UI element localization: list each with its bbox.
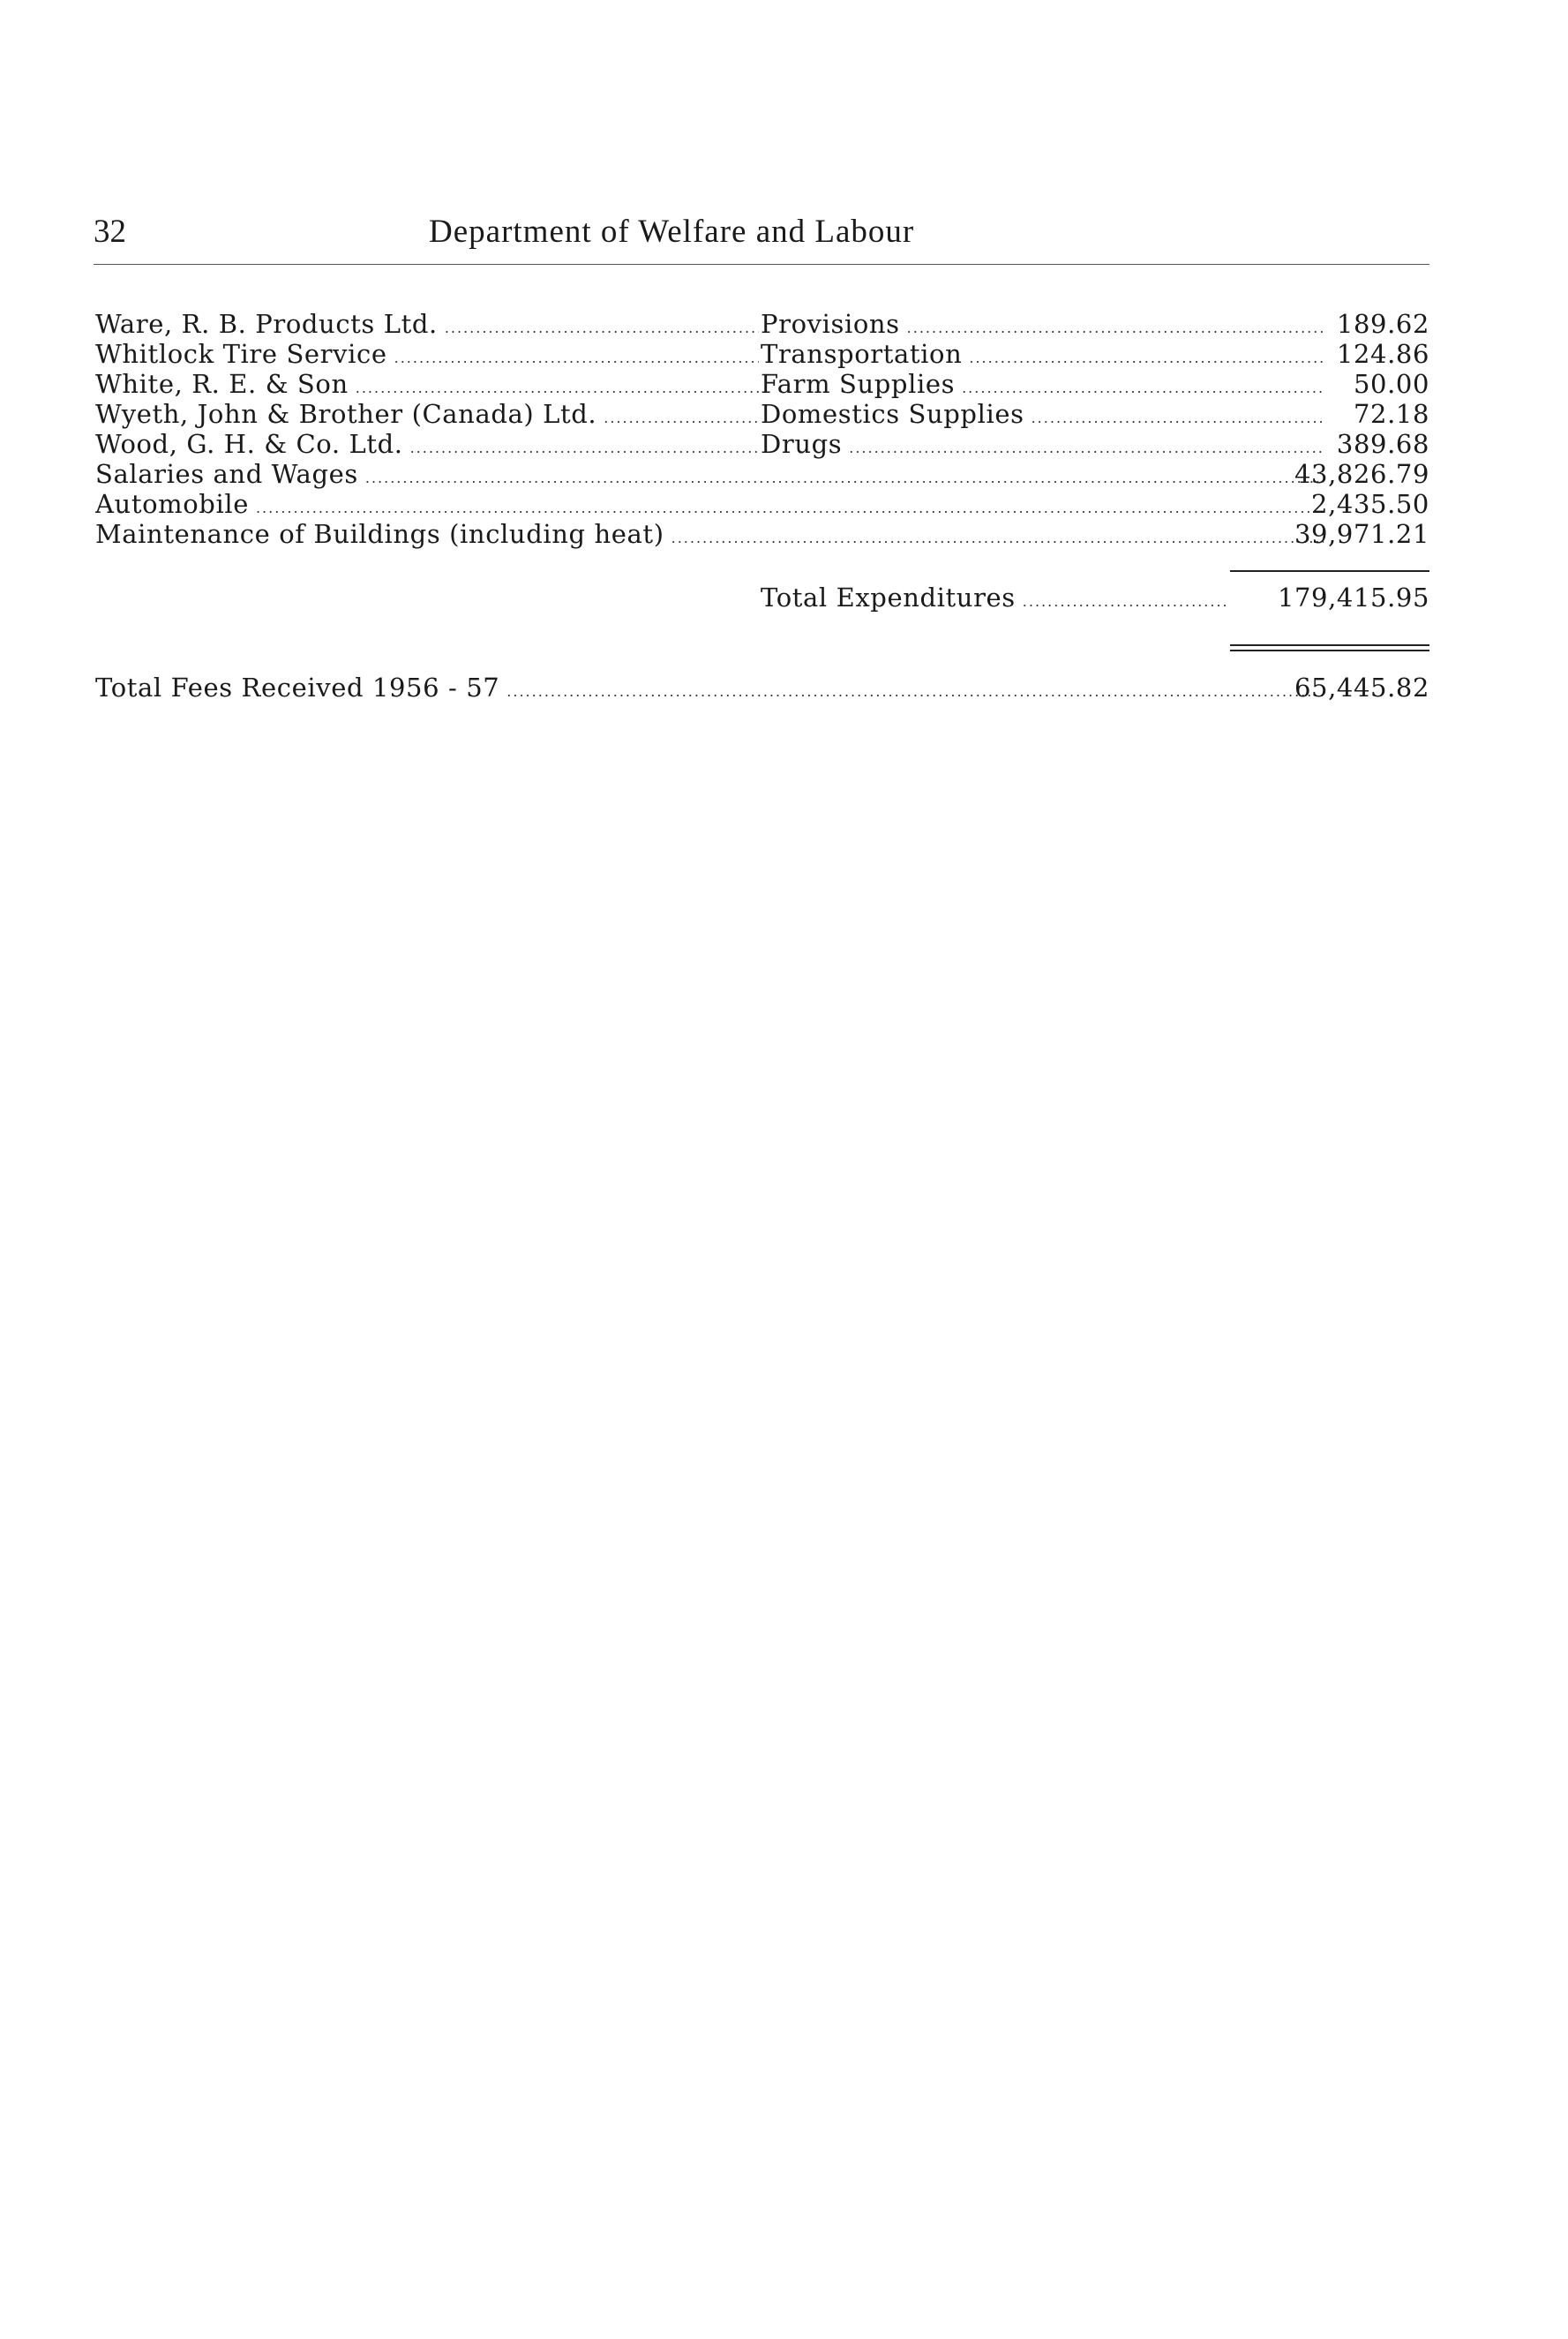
total-fees-row bbox=[95, 673, 1429, 703]
expense-category: Transportation bbox=[761, 339, 963, 369]
table-row bbox=[95, 459, 1429, 489]
dot-leader bbox=[1023, 587, 1228, 617]
table-row bbox=[95, 399, 1429, 429]
expense-category: Drugs bbox=[761, 429, 843, 459]
dot-leader bbox=[671, 523, 1324, 553]
page-number: 32 bbox=[94, 214, 126, 250]
supplier-name: Wyeth, John & Brother (Canada) Ltd. bbox=[95, 399, 597, 429]
amount: 43,826.79 bbox=[1294, 459, 1429, 489]
table-row bbox=[95, 429, 1429, 459]
amount: 124.86 bbox=[1336, 339, 1429, 369]
table-row bbox=[95, 309, 1429, 339]
total-expenditures-label: Total Expenditures bbox=[761, 583, 1016, 613]
header-rule bbox=[94, 264, 1429, 265]
summary-label: Salaries and Wages bbox=[95, 459, 358, 489]
total-expenditures-row bbox=[761, 583, 1429, 613]
expense-category: Domestics Supplies bbox=[761, 399, 1024, 429]
amount: 39,971.21 bbox=[1294, 519, 1429, 549]
supplier-name: Whitlock Tire Service bbox=[95, 339, 387, 369]
supplier-name: Wood, G. H. & Co. Ltd. bbox=[95, 429, 403, 459]
supplier-name: Ware, R. B. Products Ltd. bbox=[95, 309, 438, 339]
table-row bbox=[95, 339, 1429, 369]
subtotal-rule bbox=[1230, 570, 1429, 572]
amount: 50.00 bbox=[1353, 369, 1429, 399]
expense-category: Farm Supplies bbox=[761, 369, 956, 399]
expense-category: Provisions bbox=[761, 309, 900, 339]
total-expenditures-amount: 179,415.95 bbox=[1277, 583, 1429, 613]
amount: 189.62 bbox=[1336, 309, 1429, 339]
amount: 2,435.50 bbox=[1311, 489, 1429, 519]
total-fees-label: Total Fees Received 1956 - 57 bbox=[95, 673, 500, 703]
total-fees-amount: 65,445.82 bbox=[1294, 673, 1429, 703]
summary-label: Automobile bbox=[95, 489, 249, 519]
expenditure-table bbox=[95, 309, 1429, 549]
double-rule bbox=[1230, 644, 1429, 651]
table-row bbox=[95, 489, 1429, 519]
running-title: Department of Welfare and Labour bbox=[429, 214, 915, 250]
page-header bbox=[94, 210, 1429, 254]
dot-leader bbox=[506, 677, 1324, 707]
table-row bbox=[95, 519, 1429, 549]
amount: 389.68 bbox=[1336, 429, 1429, 459]
supplier-name: White, R. E. & Son bbox=[95, 369, 349, 399]
amount: 72.18 bbox=[1353, 399, 1429, 429]
summary-label: Maintenance of Buildings (including heat) bbox=[95, 519, 664, 549]
table-row bbox=[95, 369, 1429, 399]
